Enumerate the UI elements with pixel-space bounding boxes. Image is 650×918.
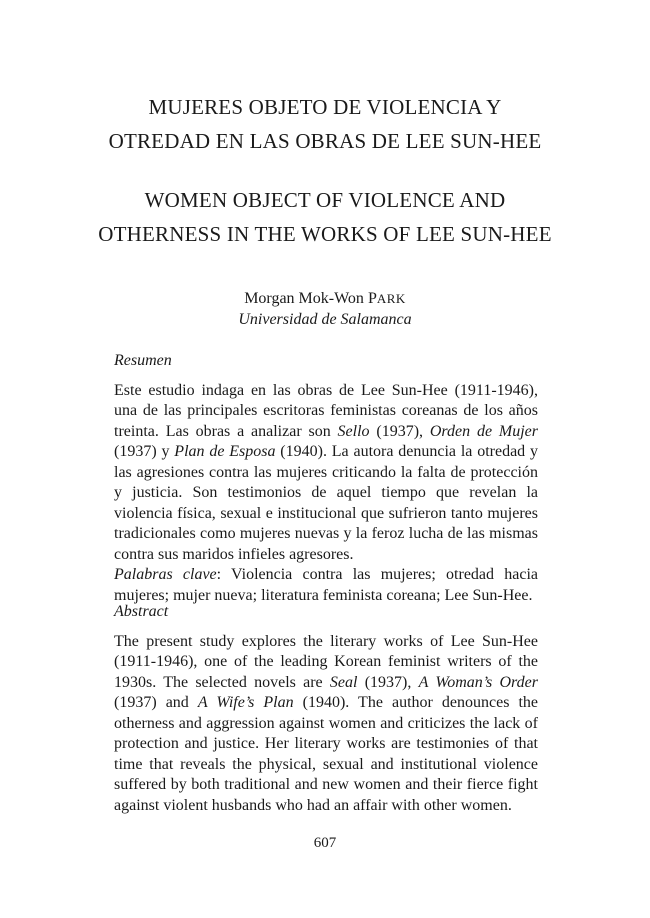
- abstract-work-2: A Woman’s Order: [418, 673, 538, 691]
- abstract-text-3: (1937) and: [114, 694, 198, 711]
- resumen-work-2: Orden de Mujer: [429, 422, 539, 440]
- resumen-text-2: (1937),: [369, 422, 430, 440]
- abstract-text-1: The present study explores the literary works of Lee Sun-Hee (1911-1946), one of the leading Korean feminist writers of the 1930s. The selected novels are: [114, 632, 538, 691]
- english-title-line-1: WOMEN OBJECT OF VIOLENCE AND: [144, 188, 506, 212]
- resumen-text-4: (1940). La autora denuncia la otredad y las agresiones contra las mujeres criticando la falta de protección y justicia. Son testimonios de aquel tiempo que revelan la violencia física, sexual e institucional que sufrieron tanto mujeres tradicionales como mujeres nuevas y la feroz lucha de las mismas contra sus maridos infieles agresores.: [114, 443, 539, 563]
- page-number: 607: [313, 835, 337, 851]
- author-block: [0, 288, 650, 330]
- keywords-label: Palabras clave: [114, 566, 217, 583]
- resumen-section: [114, 351, 538, 606]
- keywords-text: : Violencia contra las mujeres; otredad hacia mujeres; mujer nueva; literatura feminista coreana; Lee Sun-Hee.: [114, 566, 538, 604]
- author-surname-initial: P: [367, 290, 377, 307]
- spanish-title-line-2: OTREDAD EN LAS OBRAS DE LEE SUN-HEE: [108, 129, 542, 153]
- resumen-heading: Resumen: [114, 352, 172, 369]
- resumen-work-1: Sello: [337, 422, 370, 440]
- abstract-section: [114, 602, 538, 816]
- spanish-title: [0, 90, 650, 158]
- abstract-paragraph: [114, 632, 538, 817]
- abstract-text-4: (1940). The author denounces the otherness and aggression against women and criticizes the lack of protection and justice. Her literary works are testimonies of that time that reveals the physical, sexual and institutional violence suffered by both traditional and new women and their fierce fight against violent husbands who had an affair with other women.: [114, 694, 539, 814]
- spanish-title-line-1: MUJERES OBJETO DE VIOLENCIA Y: [148, 95, 502, 119]
- author-given-name: Morgan Mok-Won: [244, 290, 364, 307]
- author-surname-rest: ARK: [376, 291, 406, 306]
- keywords-paragraph: [114, 565, 538, 606]
- resumen-text-3: (1937) y: [114, 443, 175, 460]
- abstract-text-2: (1937),: [357, 673, 419, 691]
- resumen-text-1: Este estudio indaga en las obras de Lee Sun-Hee (1911-1946), una de las principales escritoras feministas coreanas de los años treinta. Las obras a analizar son: [114, 381, 538, 440]
- author-affiliation: Universidad de Salamanca: [238, 311, 412, 328]
- english-title-line-2: OTHERNESS IN THE WORKS OF LEE SUN-HEE: [98, 222, 552, 246]
- resumen-work-3: Plan de Esposa: [174, 443, 276, 460]
- abstract-work-1: Seal: [329, 673, 358, 691]
- abstract-work-3: A Wife’s Plan: [197, 694, 294, 711]
- english-title: [0, 183, 650, 251]
- abstract-heading: Abstract: [114, 603, 169, 620]
- resumen-paragraph: [114, 381, 538, 566]
- author-name: [0, 288, 650, 309]
